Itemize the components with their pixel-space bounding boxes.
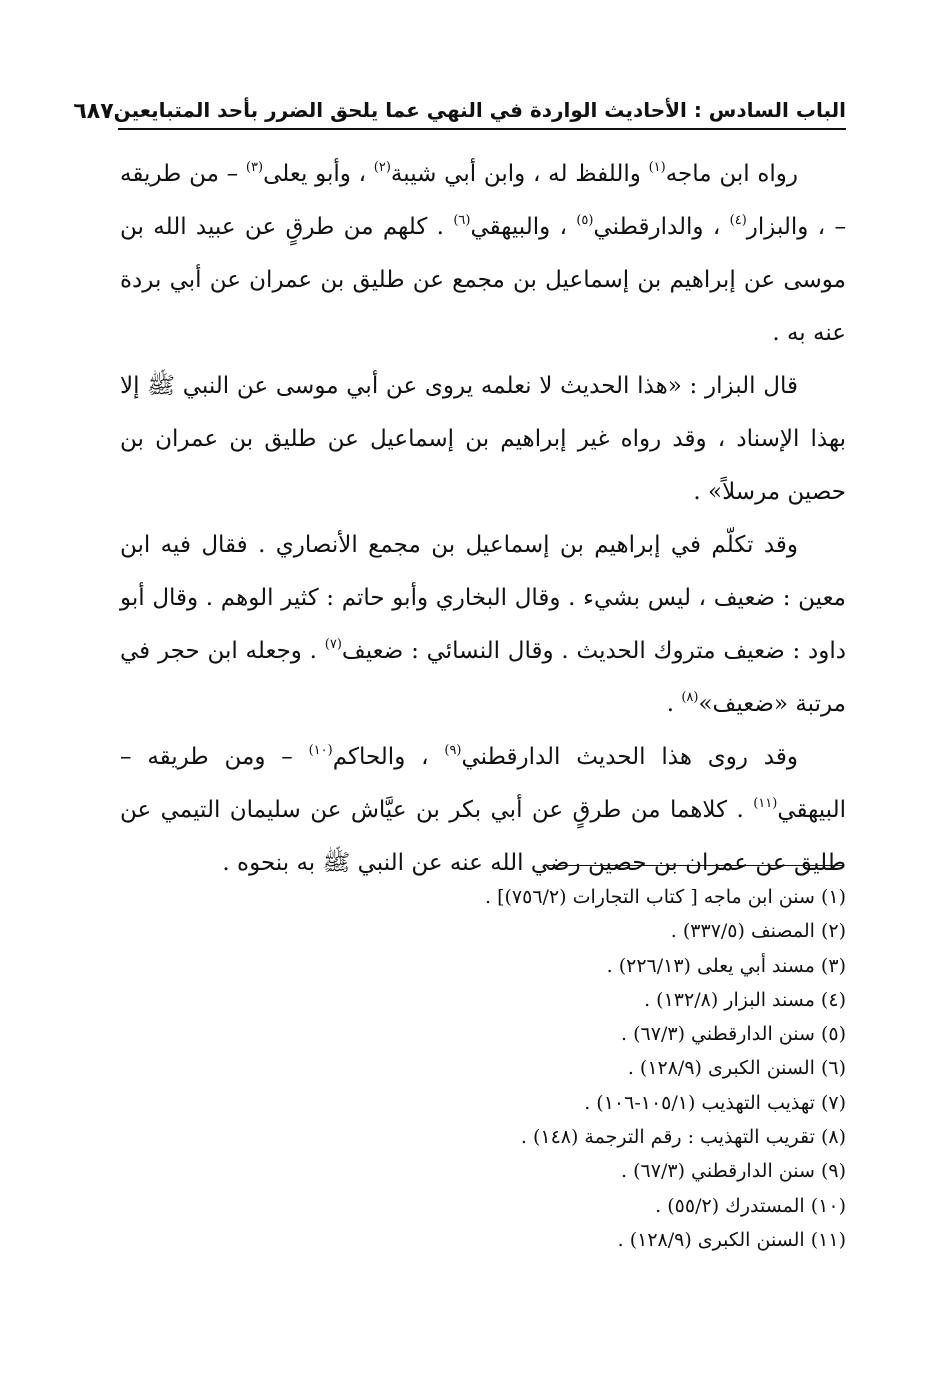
paragraph	[120, 731, 846, 890]
page-number: ٦٨٧	[73, 99, 114, 124]
footnote: (٥) سنن الدارقطني (٦٧/٣) .	[621, 1023, 846, 1046]
text-run: ، والدارقطني	[593, 214, 730, 240]
paragraph	[120, 519, 846, 731]
footnote-ref: (٥)	[576, 213, 594, 228]
text-run: واللفظ له ، وابن أبي شيبة	[390, 161, 649, 187]
footnote: (١٠) المستدرك (٥٥/٢) .	[655, 1194, 846, 1217]
footnote: (٨) تقريب التهذيب : رقم الترجمة (١٤٨) .	[520, 1126, 846, 1149]
main-text	[120, 148, 846, 890]
footnote-ref: (٨)	[681, 690, 699, 705]
footnote-ref: (١٠)	[308, 743, 333, 758]
footnote-ref: (٢)	[373, 160, 391, 175]
paragraph	[120, 148, 846, 360]
text-run: – ومن طريقه – البيهقي	[120, 744, 846, 823]
footnote-divider	[546, 865, 844, 866]
footnote: (٦) السنن الكبرى (١٢٨/٩) .	[627, 1057, 846, 1080]
text-run: قال البزار : «هذا الحديث لا نعلمه يروى عن أبي موسى عن النبي ﷺ إلا بهذا الإسناد ، وقد رواه غير إبراهيم بن إسماعيل عن طليق بن عمران بن حصين مرسلاً» .	[120, 373, 846, 505]
text-run: .	[666, 691, 682, 717]
footnote: (٩) سنن الدارقطني (٦٧/٣) .	[621, 1160, 846, 1183]
footnote: (١١) السنن الكبرى (١٢٨/٩) .	[617, 1228, 846, 1251]
footnotes	[300, 880, 846, 1257]
chapter-title: الباب السادس : الأحاديث الواردة في النهي عما يلحق الضرر بأحد المتبايعين	[113, 98, 846, 122]
footnote: (٢) المصنف (٣٣٧/٥) .	[670, 920, 846, 943]
footnote-ref: (٤)	[729, 213, 747, 228]
footnote: (١) سنن ابن ماجه [ كتاب التجارات (٧٥٦/٢)] .	[485, 886, 846, 908]
footnote-ref: (٦)	[453, 213, 471, 228]
text-run: . كلهم من طرقٍ عن عبيد الله بن موسى عن إبراهيم بن إسماعيل بن مجمع عن طليق بن عمران عن أبي بردة عنه به .	[120, 214, 846, 346]
text-run: ، والبيهقي	[470, 214, 577, 240]
text-run: . وجعله ابن حجر في مرتبة «ضعيف»	[120, 638, 846, 717]
footnote-ref: (١١)	[753, 796, 778, 811]
footnote: (٣) مسند أبي يعلى (٢٢٦/١٣) .	[606, 954, 846, 977]
footnote-ref: (٧)	[324, 637, 342, 652]
footnote: (٧) تهذيب التهذيب (١٠٥/١-١٠٦) .	[584, 1091, 846, 1114]
text-run: رواه ابن ماجه	[665, 161, 799, 187]
footnote: (٤) مسند البزار (١٣٢/٨) .	[644, 988, 846, 1011]
footnote-ref: (٣)	[245, 160, 264, 175]
text-run: وقد تكلّم في إبراهيم بن إسماعيل بن مجمع الأنصاري . فقال فيه ابن معين : ضعيف ، ليس بشيء . وقال البخاري وأبو حاتم : كثير الوهم . وقال أبو داود : ضعيف متروك الحديث . وقال النسائي : ضعيف	[120, 532, 847, 664]
paragraph	[120, 360, 846, 519]
text-run: ، وأبو يعلى	[263, 161, 374, 187]
text-run: . كلاهما من طرقٍ عن أبي بكر بن عيَّاش عن سليمان التيمي عن طليق عن عمران بن حصين رضي الله عنه عن النبي ﷺ به بنحوه .	[120, 797, 846, 876]
text-run: – من طريقه – ، والبزار	[120, 161, 847, 240]
footnote-ref: (٩)	[444, 743, 462, 758]
text-run: ، والحاكم	[332, 744, 445, 770]
text-run: وقد روى هذا الحديث الدارقطني	[461, 744, 798, 770]
running-header	[73, 88, 846, 130]
footnote-ref: (١)	[648, 160, 666, 175]
